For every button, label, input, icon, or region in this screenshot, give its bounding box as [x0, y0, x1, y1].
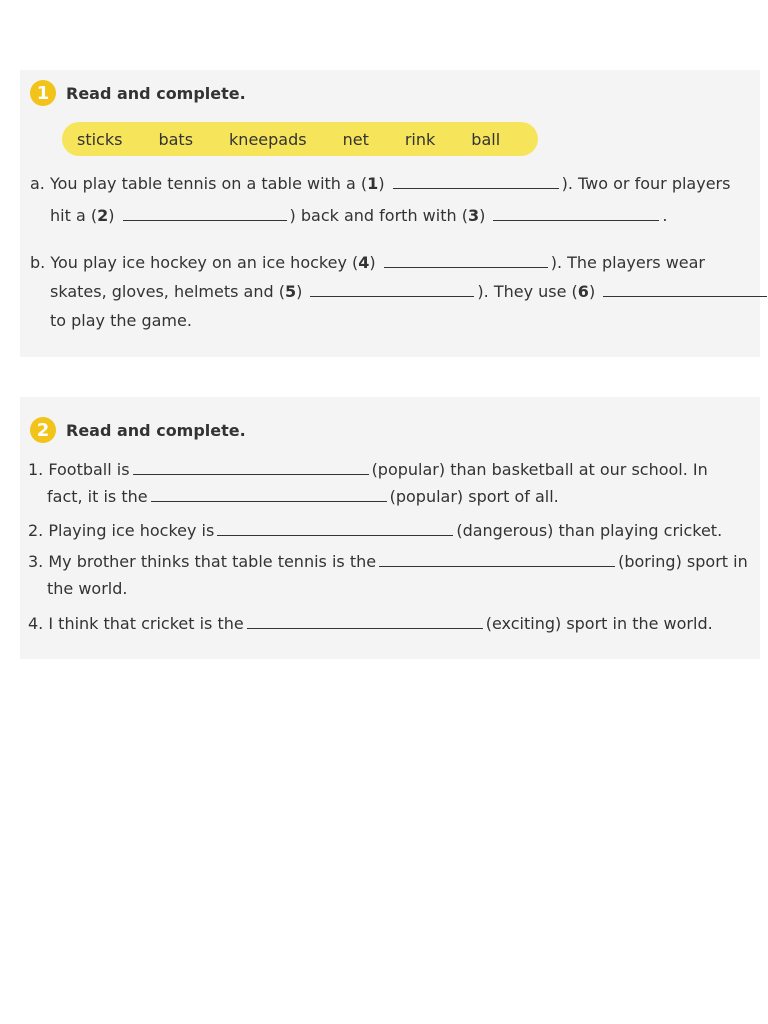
word-bank-item: bats [158, 129, 194, 149]
exercise-heading: Read and complete. [66, 420, 246, 440]
question-2 [28, 521, 722, 541]
answer-blank-2[interactable] [123, 206, 287, 221]
question-3-line-2: the world. [47, 579, 128, 598]
sentence-a-line-1: a. You play table tennis on a table with a (1) ). Two or four players [30, 174, 731, 193]
sentence-text: I think that cricket is the [48, 614, 244, 633]
item-label: b. [30, 253, 46, 272]
question-1-line-1 [28, 460, 708, 480]
sentence-text: (exciting) sport in the world. [485, 614, 713, 633]
sentence-text: hit a ( [50, 206, 98, 225]
exercise-1-header [30, 80, 246, 106]
sentence-text: ) back and forth with ( [289, 206, 468, 225]
sentence-text: (popular) than basketball at our school. In [371, 460, 708, 479]
blank-number: 2 [97, 206, 109, 225]
answer-blank[interactable] [151, 487, 387, 502]
answer-blank-5[interactable] [310, 282, 474, 297]
exercise-number-badge: 1 [30, 80, 56, 106]
exercise-2-panel [20, 397, 760, 659]
answer-blank[interactable] [217, 521, 453, 536]
exercise-heading: Read and complete. [66, 83, 246, 103]
blank-number: 3 [467, 206, 480, 225]
item-label: 1. [28, 460, 44, 479]
sentence-text: You play table tennis on a table with a ( [49, 174, 368, 193]
word-bank-item: ball [471, 129, 501, 149]
sentence-text: (dangerous) than playing cricket. [456, 521, 723, 540]
sentence-text: You play ice hockey on an ice hockey ( [50, 253, 359, 272]
word-bank-item: rink [404, 129, 436, 149]
sentence-text: My brother thinks that table tennis is the [48, 552, 377, 571]
exercise-2-header [30, 417, 246, 443]
answer-blank[interactable] [133, 460, 369, 475]
sentence-text: Playing ice hockey is [48, 521, 215, 540]
word-bank-item: kneepads [229, 129, 307, 149]
answer-blank[interactable] [379, 552, 615, 567]
answer-blank-6[interactable] [603, 282, 767, 297]
sentence-b-line-3: to play the game. [50, 311, 192, 330]
blank-number: 5 [284, 282, 297, 301]
answer-blank[interactable] [247, 614, 483, 629]
item-label: a. [30, 174, 45, 193]
sentence-text: ). Two or four players [561, 174, 731, 193]
sentence-text: (popular) sport of all. [389, 487, 559, 506]
sentence-b-line-1: b. You play ice hockey on an ice hockey (4) ). The players wear [30, 253, 706, 272]
question-4 [28, 614, 713, 634]
sentence-b-line-2: skates, gloves, helmets and (5) ). They use (6) [50, 282, 768, 302]
word-bank-item: net [342, 129, 369, 149]
question-1-line-2 [47, 487, 559, 507]
sentence-text: fact, it is the [47, 487, 148, 506]
item-label: 4. [28, 614, 44, 633]
word-bank [62, 122, 538, 156]
sentence-text: ). The players wear [550, 253, 706, 272]
blank-number: 1 [367, 174, 379, 193]
item-label: 2. [28, 521, 44, 540]
blank-number: 6 [577, 282, 589, 301]
sentence-text: (boring) sport in [618, 552, 748, 571]
sentence-text: Football is [48, 460, 130, 479]
sentence-text: ). They use ( [477, 282, 578, 301]
answer-blank-1[interactable] [393, 174, 559, 189]
answer-blank-3[interactable] [493, 206, 659, 221]
blank-number: 4 [358, 253, 370, 272]
sentence-text: skates, gloves, helmets and ( [50, 282, 285, 301]
exercise-1-panel [20, 70, 760, 357]
answer-blank-4[interactable] [384, 253, 548, 268]
word-bank-item: sticks [77, 129, 123, 149]
exercise-number-badge: 2 [30, 417, 56, 443]
sentence-a-line-2: hit a (2) ) back and forth with (3) . [50, 206, 668, 225]
question-3-line-1 [28, 552, 748, 572]
item-label: 3. [28, 552, 44, 571]
